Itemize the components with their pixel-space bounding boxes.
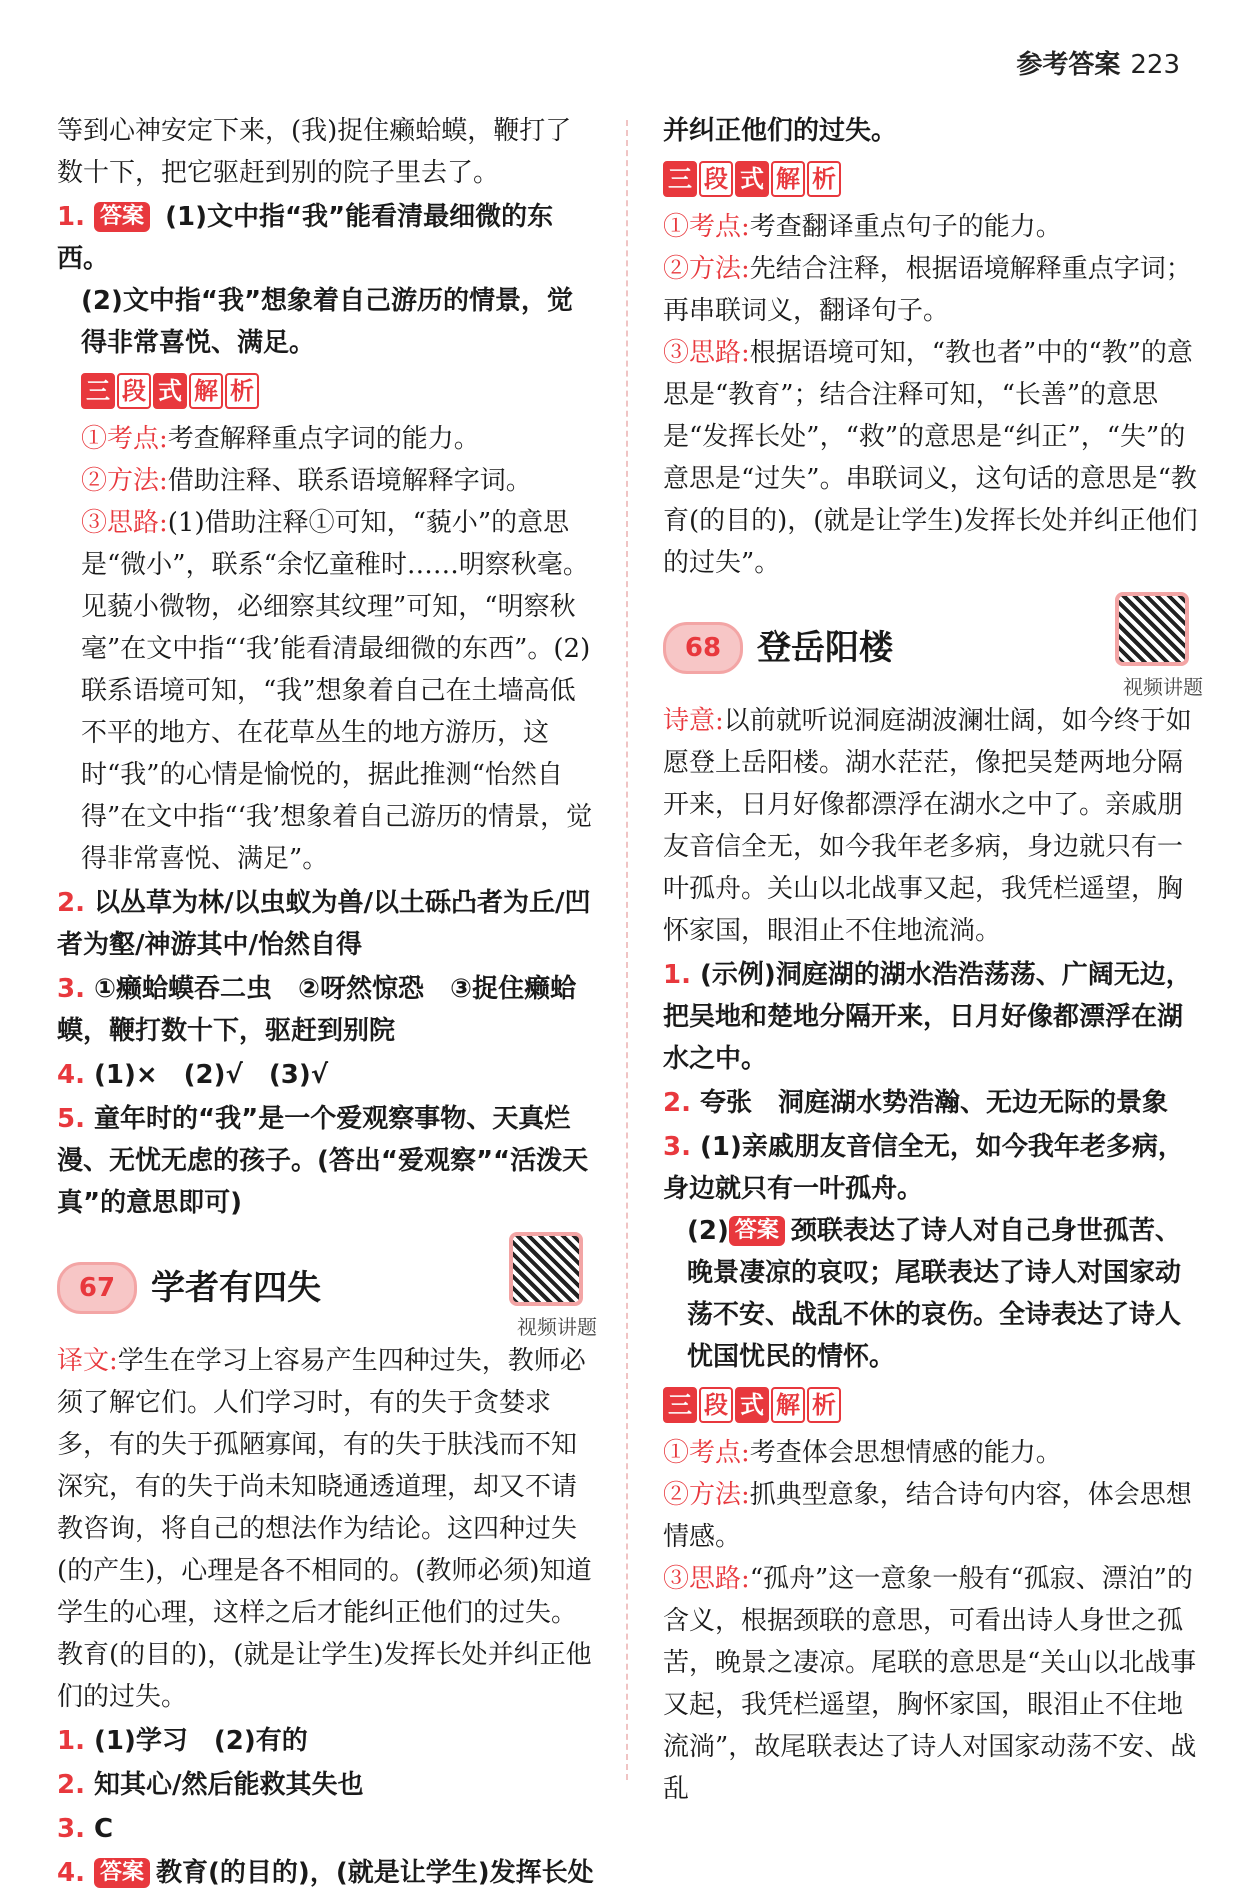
s67-q3-number: 3.	[57, 1814, 85, 1844]
translation-label: 译文:	[57, 1346, 118, 1376]
q2-number: 2.	[57, 888, 85, 918]
s67-q4-number: 4.	[57, 1858, 85, 1888]
reasoning-text: (1)借助注释①可知，“藐小”的意思是“微小”，联系“余忆童稚时……明察秋毫。见藐小微物，必细察其纹理”可知，“明察秋毫”在文中指“‘我’能看清最细微的东西”。(2)联系语境可知，“我”想象着自己在土墙高低不平的地方、在花草丛生的地方游历，这时“我”的心情是愉悦的，据此推测“怡然自得”在文中指“‘我’想象着自己游历的情景，觉得非常喜悦、满足”。	[81, 508, 593, 874]
analysis-char: 三	[663, 161, 697, 197]
qr-code-icon[interactable]	[509, 1232, 583, 1306]
analysis-reasoning	[663, 1558, 1203, 1810]
reasoning-label: ③思路:	[81, 508, 168, 538]
analysis-char: 式	[153, 373, 187, 409]
answer-tag: 答案	[729, 1216, 785, 1246]
answer-tag: 答案	[94, 1858, 150, 1888]
s68-q2-number: 2.	[663, 1088, 691, 1118]
method-label: ②方法:	[81, 466, 168, 496]
analysis-reasoning	[663, 332, 1203, 584]
s67-q3-answer	[57, 1808, 597, 1850]
point-label: ①考点:	[81, 424, 168, 454]
analysis-char: 三	[663, 1387, 697, 1423]
analysis-point	[663, 206, 1203, 248]
analysis-char: 段	[117, 373, 151, 409]
s67-q2-number: 2.	[57, 1770, 85, 1800]
poem-meaning	[663, 700, 1203, 952]
analysis-char: 段	[699, 161, 733, 197]
q3-text: ①癞蛤蟆吞二虫 ②呀然惊恐 ③捉住癞蛤蟆，鞭打数十下，驱赶到别院	[57, 974, 577, 1046]
s68-q1-answer	[663, 954, 1203, 1080]
point-label: ①考点:	[663, 212, 750, 242]
analysis-char: 式	[735, 161, 769, 197]
analysis-heading	[57, 370, 597, 412]
analysis-point	[663, 1432, 1203, 1474]
q5-number: 5.	[57, 1104, 85, 1134]
q1-answer-b: (2)文中指“我”想象着自己游历的情景，觉得非常喜悦、满足。	[81, 286, 574, 358]
q1-answer-a: (1)文中指“我”能看清最细微的东西。	[57, 202, 554, 274]
s67-q1-number: 1.	[57, 1726, 85, 1756]
intro-text: 等到心神安定下来，(我)捉住癞蛤蟆，鞭打了数十下，把它驱赶到别的院子里去了。	[57, 116, 572, 188]
q5-answer	[57, 1098, 597, 1224]
s67-q2-text: 知其心/然后能救其失也	[94, 1770, 364, 1800]
point-text: 考查翻译重点句子的能力。	[749, 212, 1062, 242]
s68-q3-answer	[663, 1126, 1203, 1210]
q5-text: 童年时的“我”是一个爱观察事物、天真烂漫、无忧无虑的孩子。(答出“爱观察”“活泼天真”的意思即可)	[57, 1104, 589, 1218]
reasoning-label: ③思路:	[663, 338, 750, 368]
analysis-heading	[663, 1384, 1203, 1426]
s67-q2-answer	[57, 1764, 597, 1806]
analysis-method	[663, 1474, 1203, 1558]
s67-q4-text: 教育(的目的)，(就是让学生)发挥长处	[156, 1858, 594, 1888]
q2-text: 以丛草为林/以虫蚁为兽/以土砾凸者为丘/凹者为壑/神游其中/怡然自得	[57, 888, 591, 960]
s67-q1-text: (1)学习 (2)有的	[94, 1726, 308, 1756]
analysis-point	[57, 418, 597, 460]
q4-text: (1)× (2)√ (3)√	[94, 1060, 329, 1090]
translation-text: 学生在学习上容易产生四种过失，教师必须了解它们。人们学习时，有的失于贪婪求多，有的失于孤陋寡闻，有的失于肤浅而不知深究，有的失于尚未知晓通透道理，却又不请教咨询，将自己的想法作为结论。这四种过失(的产生)，心理是各不相同的。(教师必须)知道学生的心理，这样之后才能纠正他们的过失。教育(的目的)，(就是让学生)发挥长处并纠正他们的过失。	[57, 1346, 592, 1712]
q2-answer	[57, 882, 597, 966]
analysis-method	[57, 460, 597, 502]
q3-number: 3.	[57, 974, 85, 1004]
s68-q3b-answer	[663, 1210, 1203, 1378]
s67-q3-text: C	[94, 1814, 114, 1844]
page-header	[1016, 44, 1180, 81]
qr-label: 视频讲题	[517, 1315, 597, 1339]
method-text: 借助注释、联系语境解释字词。	[167, 466, 532, 496]
analysis-char: 析	[807, 1387, 841, 1423]
qr-code-icon[interactable]	[1115, 592, 1189, 666]
page-number: 223	[1130, 50, 1180, 80]
analysis-char: 解	[771, 1387, 805, 1423]
method-text: 抓典型意象，结合诗句内容，体会思想情感。	[663, 1480, 1192, 1552]
right-column	[663, 110, 1203, 1810]
method-label: ②方法:	[663, 1480, 750, 1510]
method-label: ②方法:	[663, 254, 750, 284]
q4-number: 4.	[57, 1060, 85, 1090]
s68-q1-number: 1.	[663, 960, 691, 990]
analysis-char: 三	[81, 373, 115, 409]
method-text: 先结合注释，根据语境解释重点字词；再串联词义，翻译句子。	[663, 254, 1192, 326]
analysis-heading	[663, 158, 1203, 200]
s68-q2-text: 夸张 洞庭湖水势浩瀚、无边无际的景象	[700, 1088, 1169, 1118]
point-label: ①考点:	[663, 1438, 750, 1468]
s68-q3a-text: (1)亲戚朋友音信全无，如今我年老多病，身边就只有一叶孤舟。	[663, 1132, 1184, 1204]
section-68-heading	[663, 602, 1203, 699]
column-divider	[626, 120, 628, 1780]
analysis-char: 段	[699, 1387, 733, 1423]
section-number-badge: 68	[663, 622, 743, 674]
s68-q3-number: 3.	[663, 1132, 691, 1162]
left-column	[57, 110, 597, 1894]
s68-q2-answer	[663, 1082, 1203, 1124]
section-67-heading	[57, 1242, 597, 1339]
translation-paragraph	[57, 1340, 597, 1718]
analysis-char: 析	[807, 161, 841, 197]
answer-tag: 答案	[94, 202, 150, 232]
s67-q1-answer	[57, 1720, 597, 1762]
reasoning-text: 根据语境可知，“教也者”中的“教”的意思是“教育”；结合注释可知，“长善”的意思是“发挥长处”，“救”的意思是“纠正”，“失”的意思是“过失”。串联词义，这句话的意思是“教育(的目的)，(就是让学生)发挥长处并纠正他们的过失”。	[663, 338, 1198, 578]
analysis-char: 解	[189, 373, 223, 409]
point-text: 考查解释重点字词的能力。	[167, 424, 480, 454]
s68-q1-text: (示例)洞庭湖的湖水浩浩荡荡、广阔无边，把吴地和楚地分隔开来，日月好像都漂浮在湖水之中。	[663, 960, 1192, 1074]
q1-number: 1.	[57, 202, 85, 232]
section-title: 登岳阳楼	[757, 628, 893, 668]
reasoning-label: ③思路:	[663, 1564, 750, 1594]
section-title: 学者有四失	[151, 1268, 321, 1308]
poem-meaning-label: 诗意:	[663, 706, 724, 736]
analysis-char: 解	[771, 161, 805, 197]
analysis-reasoning	[57, 502, 597, 880]
continued-answer: 并纠正他们的过失。	[663, 116, 898, 146]
qr-label: 视频讲题	[1123, 675, 1203, 699]
analysis-char: 析	[225, 373, 259, 409]
section-number-badge: 67	[57, 1262, 137, 1314]
s68-q3b-text: 颈联表达了诗人对自己身世孤苦、晚景凄凉的哀叹；尾联表达了诗人对国家动荡不安、战乱不休的哀伤。全诗表达了诗人忧国忧民的情怀。	[687, 1216, 1182, 1372]
point-text: 考查体会思想情感的能力。	[749, 1438, 1062, 1468]
q1-answer	[57, 196, 597, 280]
header-title: 参考答案	[1016, 50, 1121, 80]
s67-q4-answer	[57, 1852, 597, 1894]
reasoning-text: “孤舟”这一意象一般有“孤寂、漂泊”的含义，根据颈联的意思，可看出诗人身世之孤苦，晚景之凄凉。尾联的意思是“关山以北战事又起，我凭栏遥望，胸怀家国，眼泪止不住地流淌”，故尾联表达了诗人对国家动荡不安、战乱	[663, 1564, 1197, 1804]
q3-answer	[57, 968, 597, 1052]
poem-meaning-text: 以前就听说洞庭湖波澜壮阔，如今终于如愿登上岳阳楼。湖水茫茫，像把吴楚两地分隔开来，日月好像都漂浮在湖水之中了。亲戚朋友音信全无，如今我年老多病，身边就只有一叶孤舟。关山以北战事又起，我凭栏遥望，胸怀家国，眼泪止不住地流淌。	[663, 706, 1192, 946]
q4-answer	[57, 1054, 597, 1096]
analysis-method	[663, 248, 1203, 332]
s68-q3b-prefix: (2)	[687, 1216, 729, 1246]
analysis-char: 式	[735, 1387, 769, 1423]
